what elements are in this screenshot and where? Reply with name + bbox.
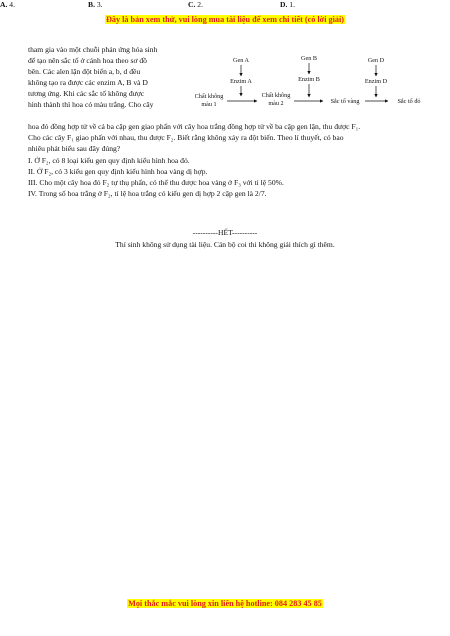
yellow-pigment-label: Sắc tố vàng <box>330 98 360 105</box>
option-letter: B. <box>88 0 95 9</box>
intro-line: bên. Các alen lặn đột biến a, b, d đều <box>28 67 141 76</box>
option-value: 3. <box>96 0 103 9</box>
intro-line: không tạo ra được các enzim A, B và D <box>28 78 148 87</box>
preview-banner-text: Đây là bản xem thử, vui lòng mua tài liệu để xem chi tiết (có lời giải) <box>105 15 344 24</box>
question-line: Cho các cây F₁ giao phấn với nhau, thu được F₂. Biết rằng không xảy ra đột biến. Theo lí thuyết, có bao <box>28 133 344 142</box>
substrate-1-label-line2: màu 1 <box>201 101 217 108</box>
enzim-d-label: Enzim D <box>364 78 388 85</box>
option-value: 1. <box>289 0 295 9</box>
intro-line: tương ứng. Khi các sắc tố không được <box>28 89 145 98</box>
question-continuation <box>28 121 422 154</box>
statement-list <box>28 155 428 199</box>
option-value: 2. <box>197 0 203 9</box>
intro-line: hình thành thì hoa có màu trắng. Cho cây <box>28 100 154 109</box>
red-pigment-label: Sắc tố đỏ <box>397 98 421 105</box>
statement-2: II. Ở F₂, có 3 kiểu gen quy định kiểu hình hoa vàng dị hợp. <box>28 167 208 176</box>
substrate-1-label: Chất không <box>195 93 224 100</box>
intro-line: tham gia vào một chuỗi phản ứng hóa sinh <box>28 45 158 54</box>
pathway-diagram <box>195 52 445 122</box>
hotline-banner-text: Mọi thắc mắc vui lòng xin liên hệ hotline: 084 283 45 85 <box>128 599 322 608</box>
statement-3: III. Cho một cây hoa đỏ F₂ tự thụ phấn, có thể thu được hoa vàng ở F₃ với tỉ lệ 50%. <box>28 178 284 187</box>
question-line: hoa đỏ đồng hợp tử về cả ba cặp gen giao phấn với cây hoa trắng đồng hợp tử về ba cặp gen lặn, thu được F₁. <box>28 122 361 131</box>
option-c <box>188 0 203 9</box>
option-letter: D. <box>280 0 288 9</box>
option-b <box>88 0 103 9</box>
question-line: nhiêu phát biểu sau đây đúng? <box>28 144 121 153</box>
end-marker: ----------HẾT---------- <box>192 228 258 237</box>
gen-a-label: Gen A <box>233 57 249 64</box>
hotline-banner <box>0 599 450 608</box>
exam-footnote: Thí sinh không sử dụng tài liệu. Cán bộ coi thi không giải thích gì thêm. <box>115 240 335 249</box>
enzim-b-label: Enzim B <box>298 76 320 83</box>
preview-banner <box>0 15 450 24</box>
gen-b-label: Gen B <box>301 55 317 62</box>
gen-d-label: Gen D <box>367 57 385 64</box>
statement-1: I. Ở F₂, có 8 loại kiểu gen quy định kiểu hình hoa đỏ. <box>28 156 190 165</box>
option-value: 4. <box>9 0 15 9</box>
option-letter: C. <box>188 0 196 9</box>
option-letter: A. <box>0 0 8 9</box>
option-d <box>280 0 295 9</box>
enzim-a-label: Enzim A <box>230 78 252 85</box>
statement-4: IV. Trong số hoa trắng ở F₂, tỉ lệ hoa trắng có kiểu gen dị hợp 2 cặp gen là 2/7. <box>28 189 267 198</box>
option-a <box>0 0 15 9</box>
substrate-2-label-line2: màu 2 <box>268 100 284 107</box>
question-intro <box>28 44 196 110</box>
substrate-2-label: Chất không <box>261 92 291 99</box>
intro-line: để tạo nên sắc tố ở cánh hoa theo sơ đồ <box>28 56 147 65</box>
